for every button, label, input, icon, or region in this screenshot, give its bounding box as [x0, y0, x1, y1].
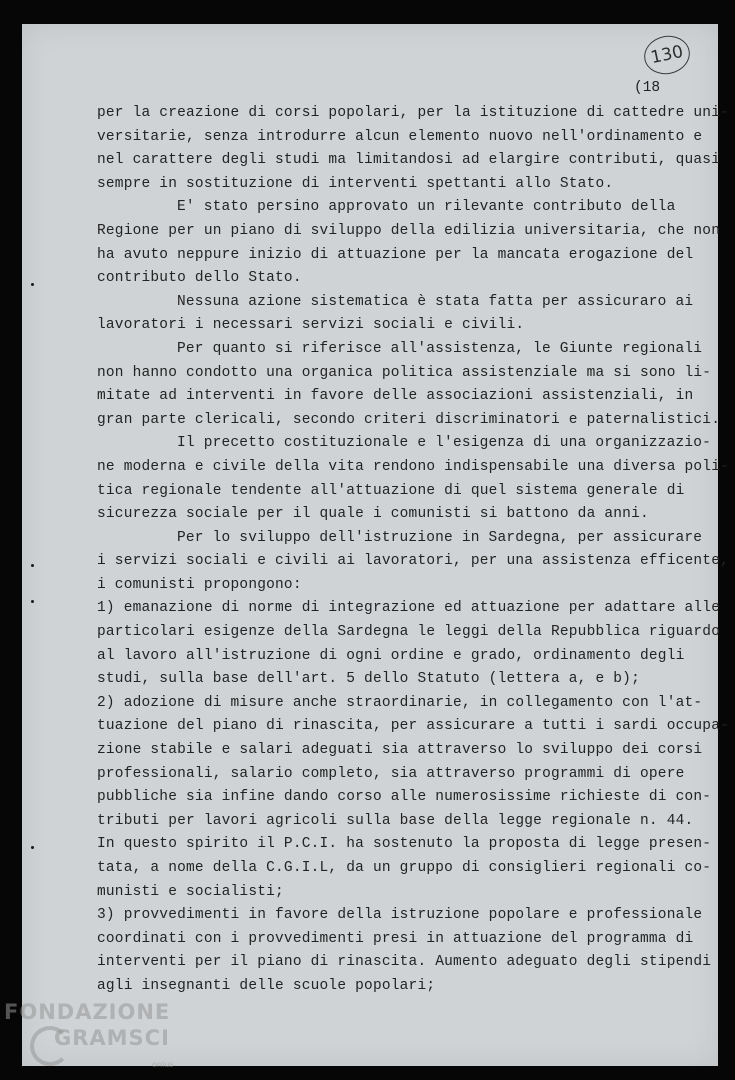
text-line: Per lo sviluppo dell'istruzione in Sardegna, per assicurare [177, 529, 703, 546]
watermark [4, 1000, 184, 1080]
text-line: Il precetto costituzionale e l'esigenza di una organizzazio- [177, 435, 712, 452]
watermark-line1: FONDAZIONE [4, 1000, 171, 1024]
text-line: agli insegnanti delle scuole popolari; [97, 977, 436, 994]
archive-stamp: 130 [641, 32, 694, 79]
text-line: E' stato persino approvato un rilevante contributo della [177, 199, 676, 216]
text-line: gran parte clericali, secondo criteri discriminatori e paternalistici. [97, 411, 721, 428]
text-line: tata, a nome della C.G.I.L, da un gruppo di consiglieri regionali co- [97, 860, 712, 876]
text-line: ne moderna e civile della vita rendono indispensabile una diversa poli- [97, 458, 730, 475]
text-line: interventi per il piano di rinascita. Aumento adeguato degli stipendi [97, 954, 712, 971]
text-line: munisti e socialisti; [97, 883, 284, 900]
watermark-line3: onlus [152, 1060, 174, 1069]
text-line: tributi per lavori agricoli sulla base della legge regionale n. 44. [97, 812, 694, 829]
text-line: tica regionale tendente all'attuazione di quel sistema generale di [97, 482, 685, 499]
text-line: per la creazione di corsi popolari, per la istituzione di cattedre uni- [97, 105, 730, 121]
margin-dot [31, 283, 34, 286]
text-line: versitarie, senza introdurre alcun elemento nuovo nell'ordinamento e [97, 128, 703, 145]
text-line: tuazione del piano di rinascita, per assicurare a tutti i sardi occupa- [97, 718, 730, 735]
text-line: 1) emanazione di norme di integrazione ed attuazione per adattare alle [97, 600, 721, 617]
text-line: i servizi sociali e civili ai lavoratori, per una assistenza efficente, [97, 553, 730, 570]
text-line: nel carattere degli studi ma limitandosi ad elargire contributi, quasi [97, 152, 721, 169]
text-line: coordinati con i provvedimenti presi in attuazione del programma di [97, 930, 694, 947]
text-line: non hanno condotto una organica politica assistenziale ma si sono li- [97, 364, 712, 381]
text-line: professionali, salario completo, sia attraverso programmi di opere [97, 765, 685, 782]
margin-dot [31, 846, 34, 849]
watermark-line2: GRAMSCI [54, 1026, 170, 1050]
document-page [22, 24, 730, 1066]
text-line: sempre in sostituzione di interventi spettanti allo Stato. [97, 175, 614, 192]
body-text [97, 102, 730, 999]
text-line: Per quanto si riferisce all'assistenza, le Giunte regionali [177, 340, 703, 357]
page-number: (18 [634, 80, 661, 96]
text-line: contributo dello Stato. [97, 270, 302, 287]
margin-dot [31, 600, 34, 603]
text-line: mitate ad interventi in favore delle associazioni assistenziali, in [97, 388, 694, 405]
margin-dot [31, 564, 34, 567]
text-line: particolari esigenze della Sardegna le leggi della Repubblica riguardo [97, 624, 721, 641]
text-line: sicurezza sociale per il quale i comunisti si battono da anni. [97, 506, 649, 523]
text-line: al lavoro all'istruzione di ogni ordine e grado, ordinamento degli [97, 647, 685, 664]
text-line: ha avuto neppure inizio di attuazione per la mancata erogazione del [97, 246, 694, 263]
text-line: Nessuna azione sistematica è stata fatta per assicuraro ai [177, 293, 694, 310]
text-line: studi, sulla base dell'art. 5 dello Statuto (lettera a, e b); [97, 671, 640, 688]
text-line: i comunisti propongono: [97, 576, 302, 593]
text-line: lavoratori i necessari servizi sociali e civili. [97, 317, 525, 334]
text-line: pubbliche sia infine dando corso alle numerosissime richieste di con- [97, 789, 712, 806]
text-line: In questo spirito il P.C.I. ha sostenuto la proposta di legge presen- [97, 836, 712, 853]
text-line: zione stabile e salari adeguati sia attraverso lo sviluppo dei corsi [97, 742, 703, 759]
text-line: 3) provvedimenti in favore della istruzione popolare e professionale [97, 907, 703, 924]
text-line: Regione per un piano di sviluppo della edilizia universitaria, che non [97, 222, 721, 239]
text-line: 2) adozione di misure anche straordinarie, in collegamento con l'at- [97, 694, 703, 711]
